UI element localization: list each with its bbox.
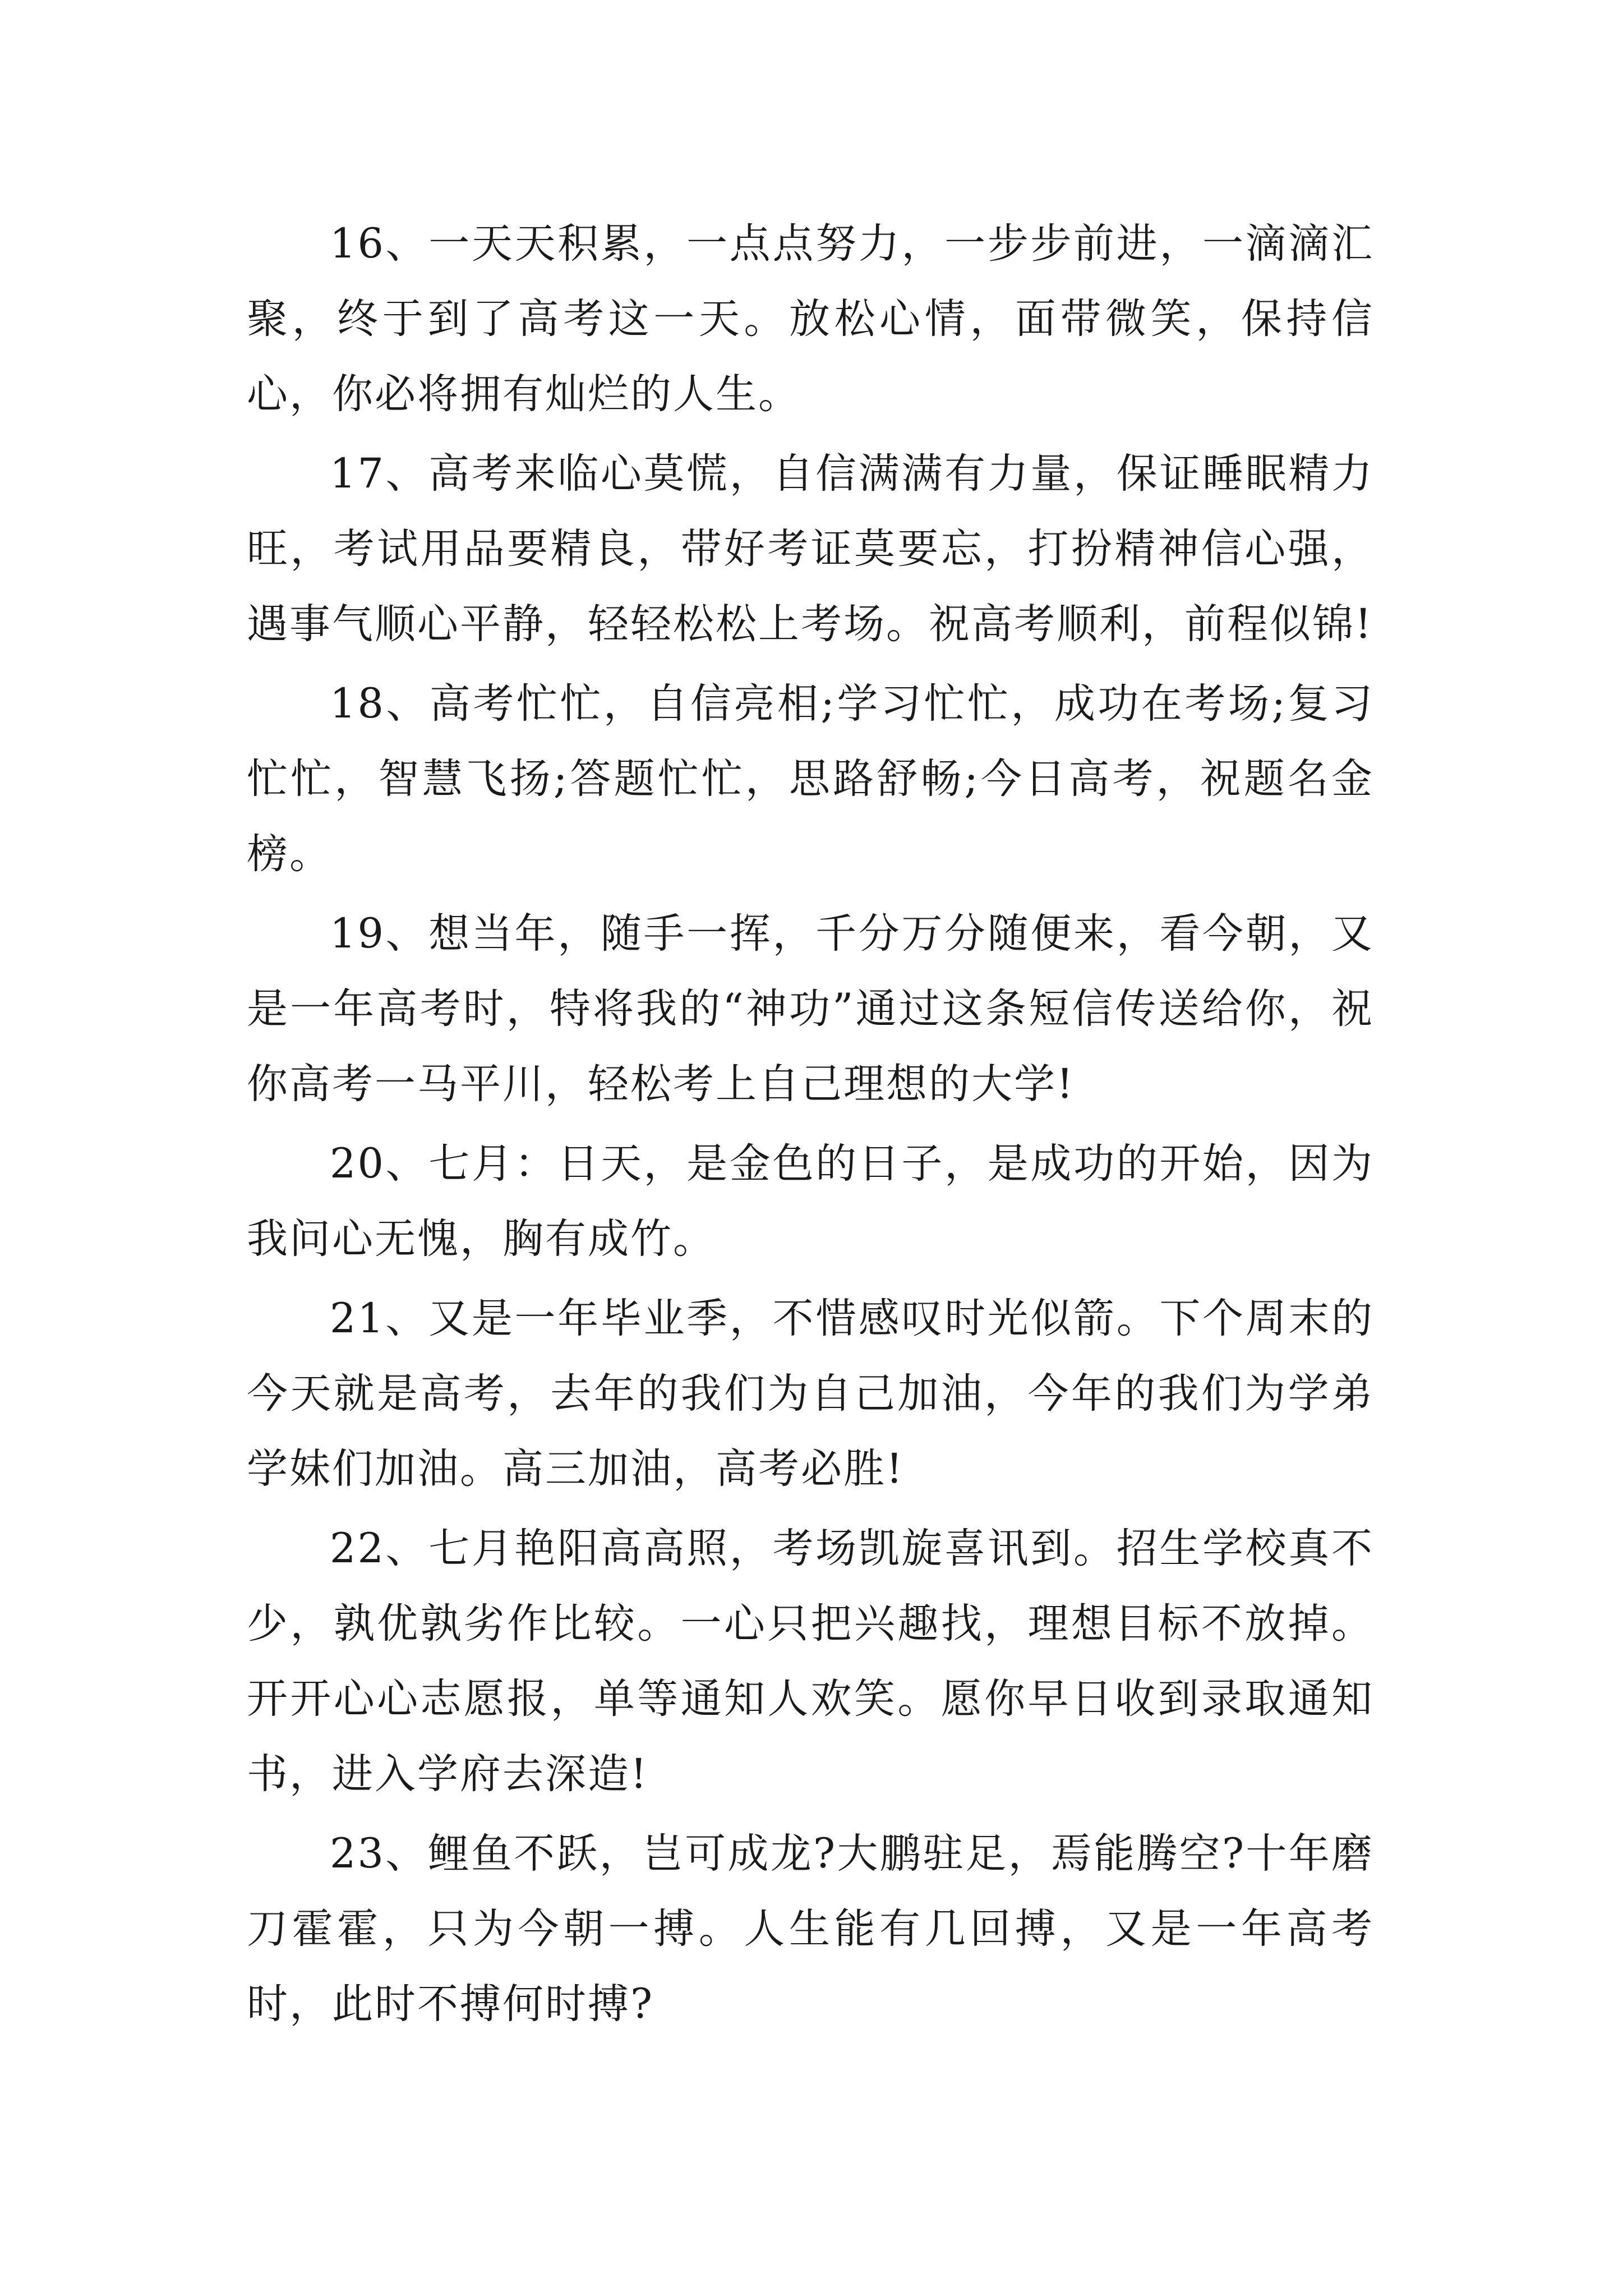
paragraph-19: 19、想当年，随手一挥，千分万分随便来，看今朝，又是一年高考时，特将我的“神功”通过这条短信传送给你，祝你高考一马平川，轻松考上自己理想的大学! [247, 910, 1374, 1108]
paragraph-20: 20、七月：日天，是金色的日子，是成功的开始，因为我问心无愧，胸有成竹。 [247, 1140, 1374, 1263]
paragraph-17: 17、高考来临心莫慌，自信满满有力量，保证睡眠精力旺，考试用品要精良，带好考证莫要忘，打扮精神信心强，遇事气顺心平静，轻轻松松上考场。祝高考顺利，前程似锦! [247, 450, 1374, 648]
document-body [247, 206, 1374, 2046]
paragraph-22: 22、七月艳阳高高照，考场凯旋喜讯到。招生学校真不少，孰优孰劣作比较。一心只把兴趣找，理想目标不放掉。开开心心志愿报，单等通知人欢笑。愿你早日收到录取通知书，进入学府去深造! [247, 1525, 1374, 1798]
paragraph-23: 23、鲤鱼不跃，岂可成龙?大鹏驻足，焉能腾空?十年磨刀霍霍，只为今朝一搏。人生能有几回搏，又是一年高考时，此时不搏何时搏? [247, 1830, 1374, 2028]
paragraph-21: 21、又是一年毕业季，不惜感叹时光似箭。下个周末的今天就是高考，去年的我们为自己加油，今年的我们为学弟学妹们加油。高三加油，高考必胜! [247, 1295, 1374, 1493]
paragraph-16: 16、一天天积累，一点点努力，一步步前进，一滴滴汇聚，终于到了高考这一天。放松心情，面带微笑，保持信心，你必将拥有灿烂的人生。 [247, 220, 1374, 418]
paragraph-18: 18、高考忙忙，自信亮相;学习忙忙，成功在考场;复习忙忙，智慧飞扬;答题忙忙，思路舒畅;今日高考，祝题名金榜。 [247, 680, 1374, 878]
